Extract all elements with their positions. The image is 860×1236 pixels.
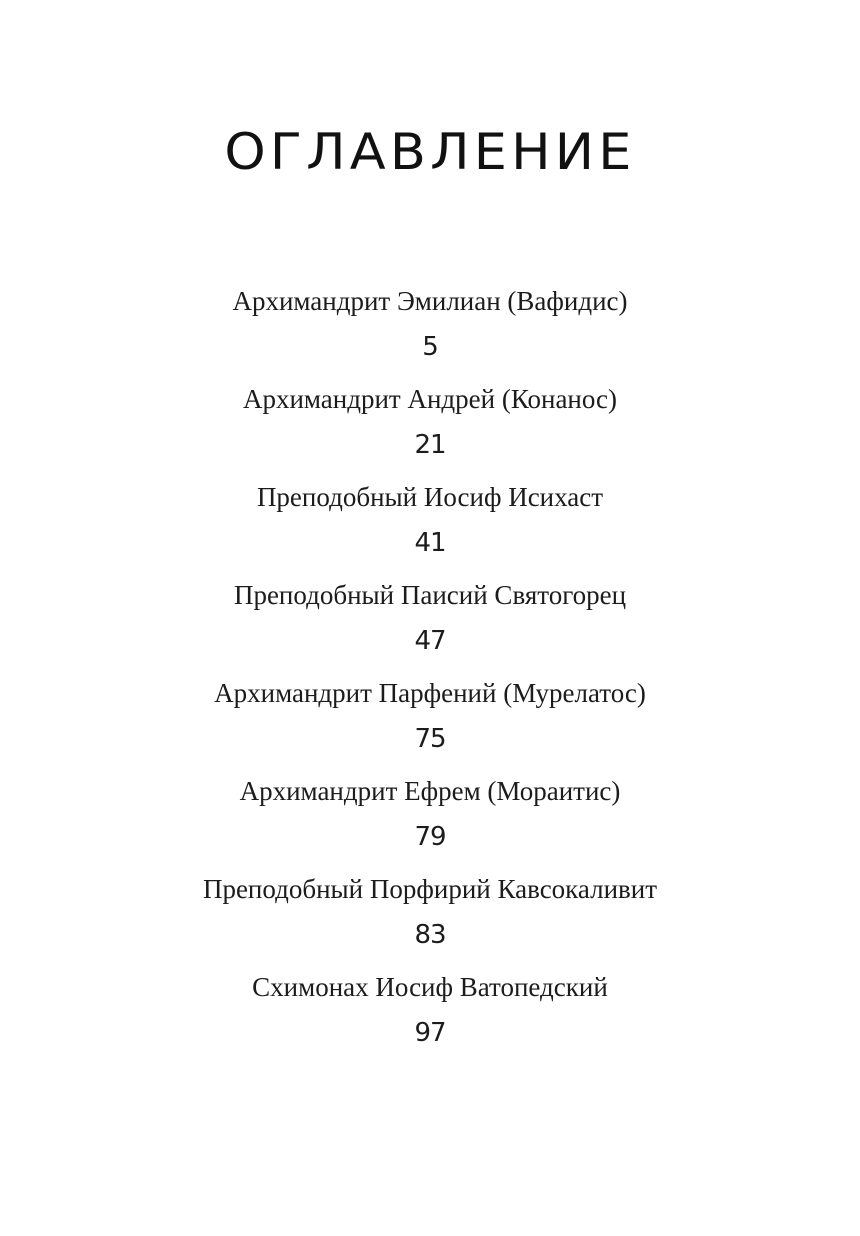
toc-entry-title: Преподобный Иосиф Исихаст: [256, 482, 604, 512]
toc-entry-title: Преподобный Паисий Святогорец: [233, 580, 627, 610]
toc-entry-title: Архимандрит Ефрем (Мораитис): [239, 776, 621, 806]
page-title: ОГЛАВЛЕНИЕ: [224, 123, 636, 181]
toc-entry[interactable]: [0, 282, 860, 380]
toc-entry-page-number: 83: [414, 920, 446, 950]
toc-entry[interactable]: [0, 576, 860, 674]
toc-entry-page-number: 5: [422, 332, 438, 362]
toc-entry[interactable]: [0, 772, 860, 870]
toc-entry-page-number: 97: [414, 1018, 446, 1048]
toc-entry[interactable]: [0, 478, 860, 576]
toc-entry-page-number: 47: [414, 626, 446, 656]
toc-entry[interactable]: [0, 968, 860, 1066]
toc-entry-page-number: 79: [414, 822, 446, 852]
toc-entry[interactable]: [0, 380, 860, 478]
toc-entry-page-number: 41: [414, 528, 446, 558]
toc-entry-page-number: 21: [414, 430, 446, 460]
toc-entry-title: Архимандрит Андрей (Конанос): [242, 384, 618, 414]
toc-entry-title: Архимандрит Эмилиан (Вафидис): [232, 286, 628, 316]
toc-entry-page-number: 75: [414, 724, 446, 754]
toc-entry[interactable]: [0, 870, 860, 968]
toc-entry[interactable]: [0, 674, 860, 772]
toc-entry-title: Преподобный Порфирий Кавсокаливит: [202, 874, 658, 904]
table-of-contents: [0, 282, 860, 1066]
toc-entry-title: Схимонах Иосиф Ватопедский: [252, 972, 608, 1002]
toc-entry-title: Архимандрит Парфений (Мурелатос): [214, 678, 646, 708]
